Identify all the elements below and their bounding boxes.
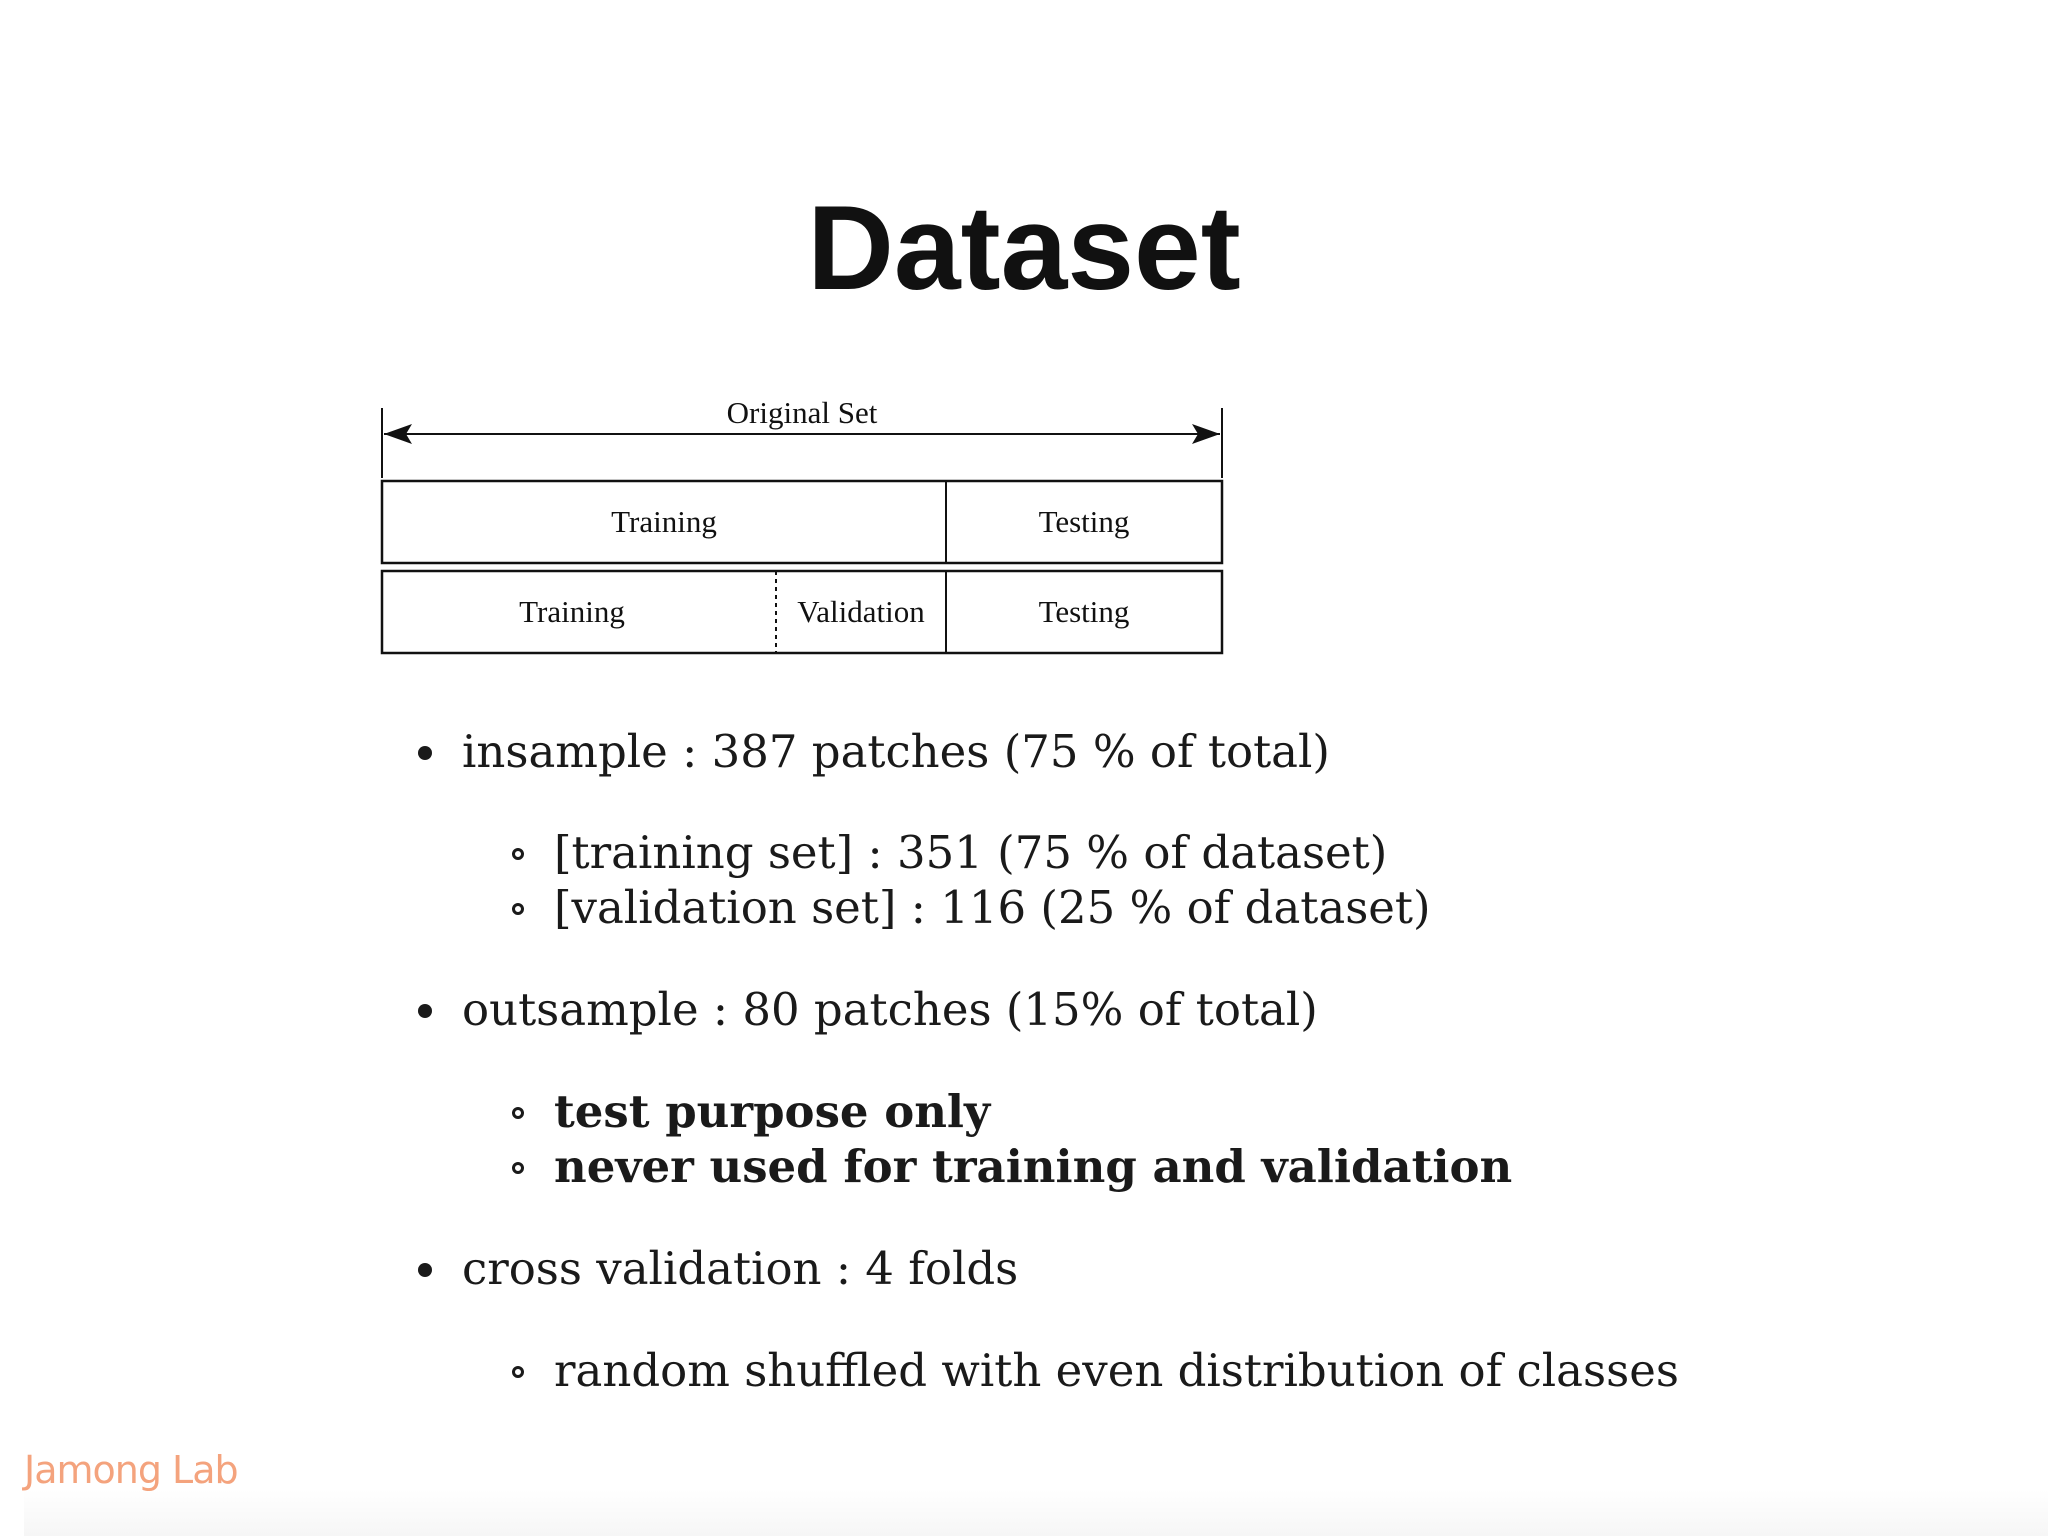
sub-bullet-item: [validation set] : 116 (25 % of dataset)	[554, 881, 1431, 934]
sub-bullet-item: never used for training and validation	[554, 1140, 1513, 1193]
jamong-lab-logo: Jamong Lab	[24, 1448, 238, 1492]
sub-bullet-ring	[512, 1107, 524, 1119]
bullet-dot	[418, 1263, 432, 1277]
sub-bullet-item: random shuffled with even distribution of classes	[554, 1344, 1679, 1397]
original-set-label: Original Set	[726, 395, 878, 430]
slide-title: Dataset	[807, 181, 1241, 315]
bullet-item: insample : 387 patches (75 % of total)	[462, 725, 1330, 778]
row2-testing-label: Testing	[1038, 594, 1130, 629]
sub-bullet-ring	[512, 903, 524, 915]
sub-bullet-item: test purpose only	[554, 1085, 991, 1138]
sub-bullet-ring	[512, 1366, 524, 1378]
bullet-item: outsample : 80 patches (15% of total)	[462, 983, 1318, 1036]
sub-bullet-ring	[512, 848, 524, 860]
row2-validation-label: Validation	[797, 594, 925, 629]
footer-strip	[24, 1490, 2048, 1536]
sub-bullet-item: [training set] : 351 (75 % of dataset)	[554, 826, 1388, 879]
sub-bullet-ring	[512, 1162, 524, 1174]
bullet-item: cross validation : 4 folds	[462, 1242, 1019, 1295]
bullet-dot	[418, 1004, 432, 1018]
row1-training-label: Training	[611, 504, 717, 539]
row2-training-label: Training	[519, 594, 625, 629]
bullet-dot	[418, 746, 432, 760]
row1-testing-label: Testing	[1038, 504, 1130, 539]
